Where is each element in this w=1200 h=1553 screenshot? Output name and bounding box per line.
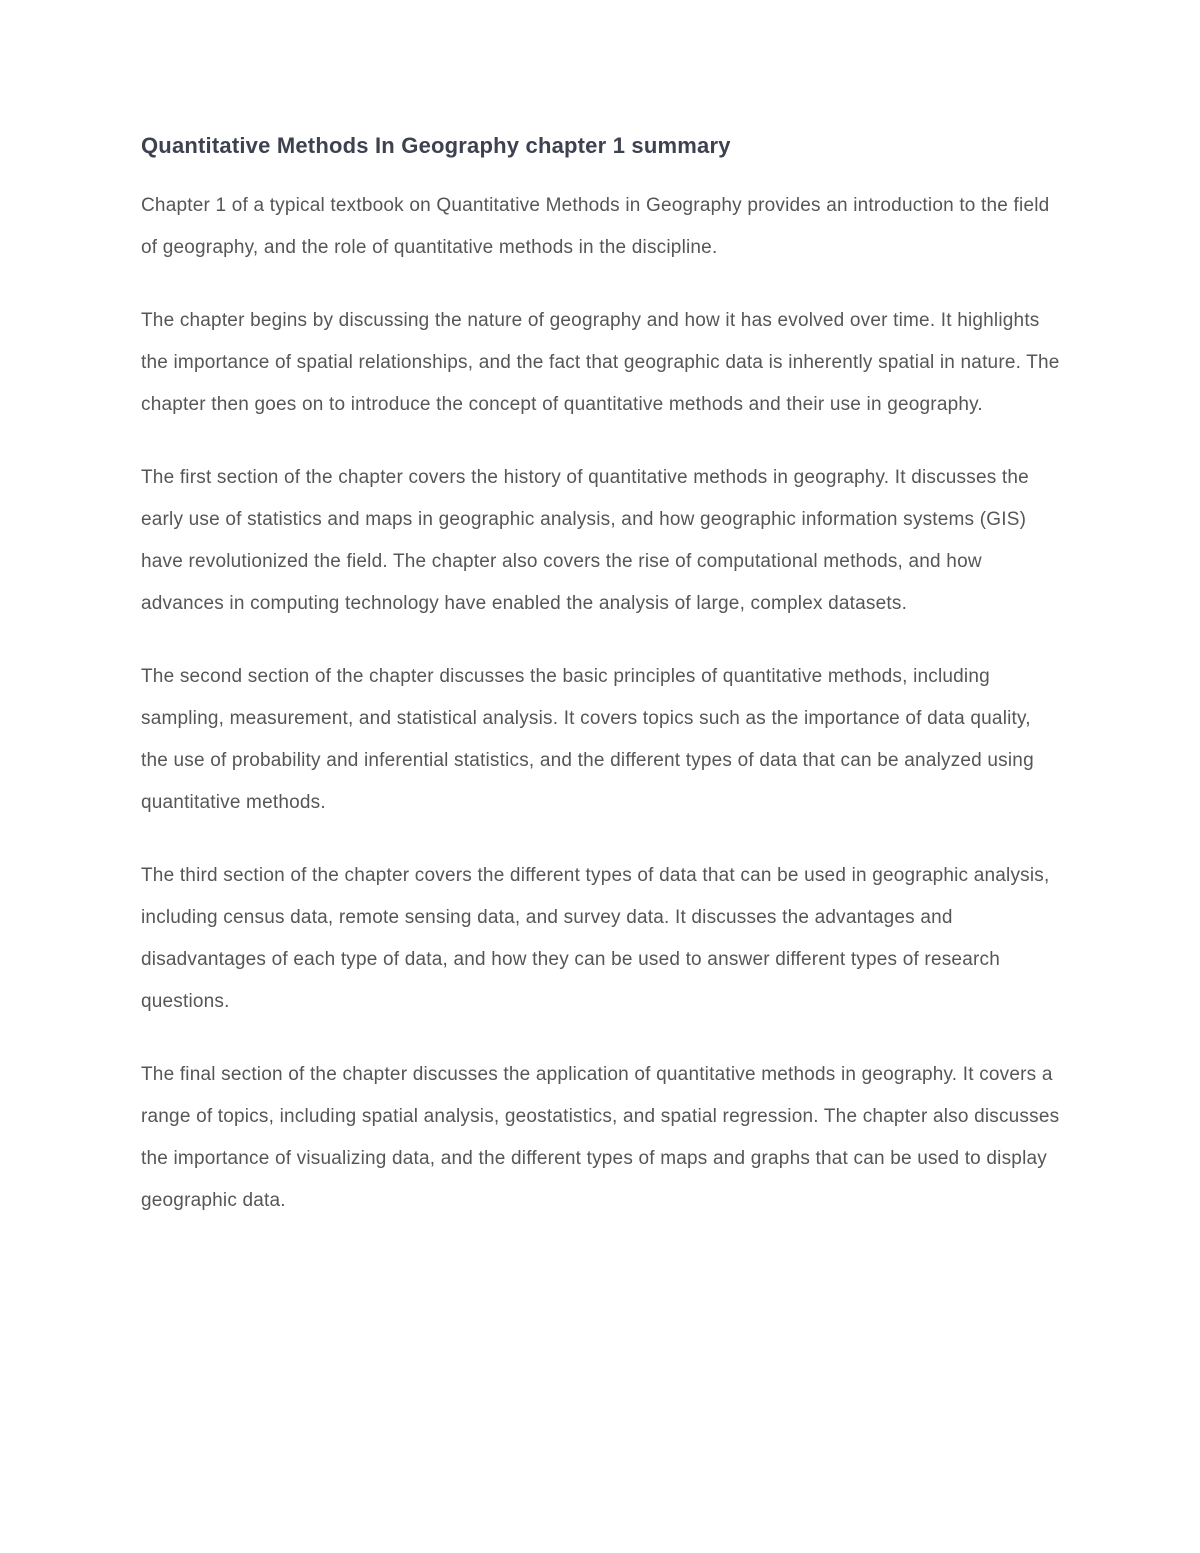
document-title: Quantitative Methods In Geography chapter 1 summary (141, 133, 731, 158)
paragraph-final-section: The final section of the chapter discusses the application of quantitative methods in geography. It covers a range of topics, including spatial analysis, geostatistics, and spatial regression. The chapter also discusses the importance of visualizing data, and the different types of maps and graphs that can be used to display geographic data. (141, 1064, 1060, 1211)
paragraph-intro: Chapter 1 of a typical textbook on Quantitative Methods in Geography provides an introduction to the field of geography, and the role of quantitative methods in the discipline. (141, 195, 1050, 258)
paragraph-third-section: The third section of the chapter covers the different types of data that can be used in geographic analysis, including census data, remote sensing data, and survey data. It discusses the advantages and disadvantages of each type of data, and how they can be used to answer different types of research questions. (141, 865, 1050, 1012)
paragraph-first-section: The first section of the chapter covers the history of quantitative methods in geography. It discusses the early use of statistics and maps in geographic analysis, and how geographic information systems (GIS) have revolutionized the field. The chapter also covers the rise of computational methods, and how advances in computing technology have enabled the analysis of large, complex datasets. (141, 467, 1029, 614)
paragraph-second-section: The second section of the chapter discusses the basic principles of quantitative methods, including sampling, measurement, and statistical analysis. It covers topics such as the importance of data quality, the use of probability and inferential statistics, and the different types of data that can be analyzed using quantitative methods. (141, 666, 1034, 813)
paragraph-chapter-begins: The chapter begins by discussing the nature of geography and how it has evolved over time. It highlights the importance of spatial relationships, and the fact that geographic data is inherently spatial in nature. The chapter then goes on to introduce the concept of quantitative methods and their use in geography. (141, 310, 1060, 415)
